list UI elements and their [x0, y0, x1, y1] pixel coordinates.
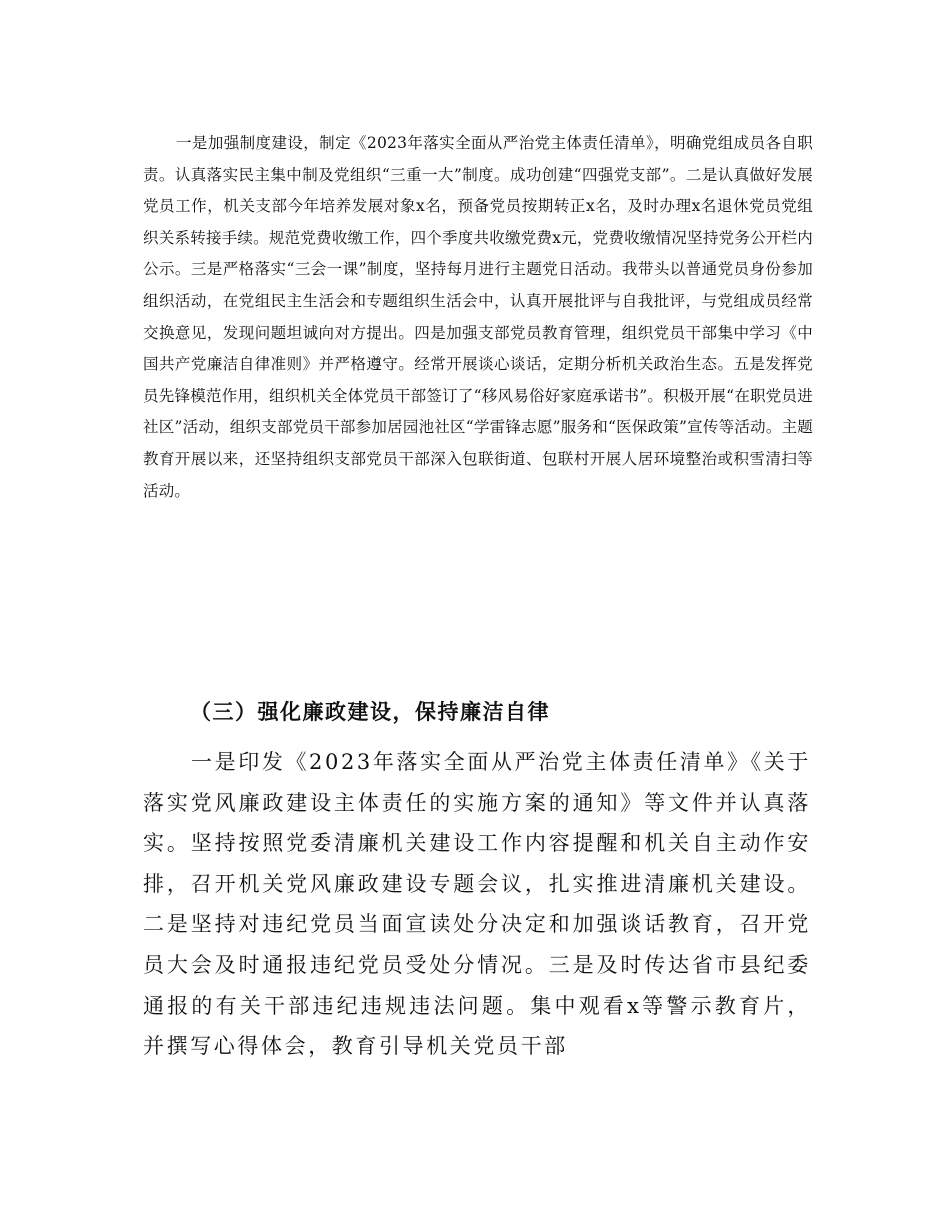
- body-paragraph-integrity: 一是印发《2023年落实全面从严治党主体责任清单》《关于落实党风廉政建设主体责任的实施方案的通知》等文件并认真落实。坚持按照党委清廉机关建设工作内容提醒和机关自主动作安排，召开机关党风廉政建设专题会议，扎实推进清廉机关建设。二是坚持对违纪党员当面宣读处分决定和加强谈话教育，召开党员大会及时通报违纪党员受处分情况。三是及时传达省市县纪委通报的有关干部违纪违规违法问题。集中观看x等警示教育片，并撰写心得体会，教育引导机关党员干部: [143, 750, 811, 1059]
- section-heading-integrity: （三）强化廉政建设，保持廉洁自律: [190, 699, 550, 724]
- body-paragraph-party-building: 一是加强制度建设，制定《2023年落实全面从严治党主体责任清单》，明确党组成员各自职责。认真落实民主集中制及党组织“三重一大”制度。成功创建“四强党支部”。二是认真做好发展党员工作，机关支部今年培养发展对象x名，预备党员按期转正x名，及时办理x名退休党员党组织关系转接手续。规范党费收缴工作，四个季度共收缴党费x元，党费收缴情况坚持党务公开栏内公示。三是严格落实“三会一课”制度，坚持每月进行主题党日活动。我带头以普通党员身份参加组织活动，在党组民主生活会和专题组织生活会中，认真开展批评与自我批评，与党组成员经常交换意见，发现问题坦诚向对方提出。四是加强支部党员教育管理，组织党员干部集中学习《中国共产党廉洁自律准则》并严格遵守。经常开展谈心谈话，定期分析机关政治生态。五是发挥党员先锋模范作用，组织机关全体党员干部签订了“移风易俗好家庭承诺书”。积极开展“在职党员进社区”活动，组织支部党员干部参加居园池社区“学雷锋志愿”服务和“医保政策”宣传等活动。主题教育开展以来，还坚持组织支部党员干部深入包联街道、包联村开展人居环境整治或积雪清扫等活动。: [143, 134, 813, 500]
